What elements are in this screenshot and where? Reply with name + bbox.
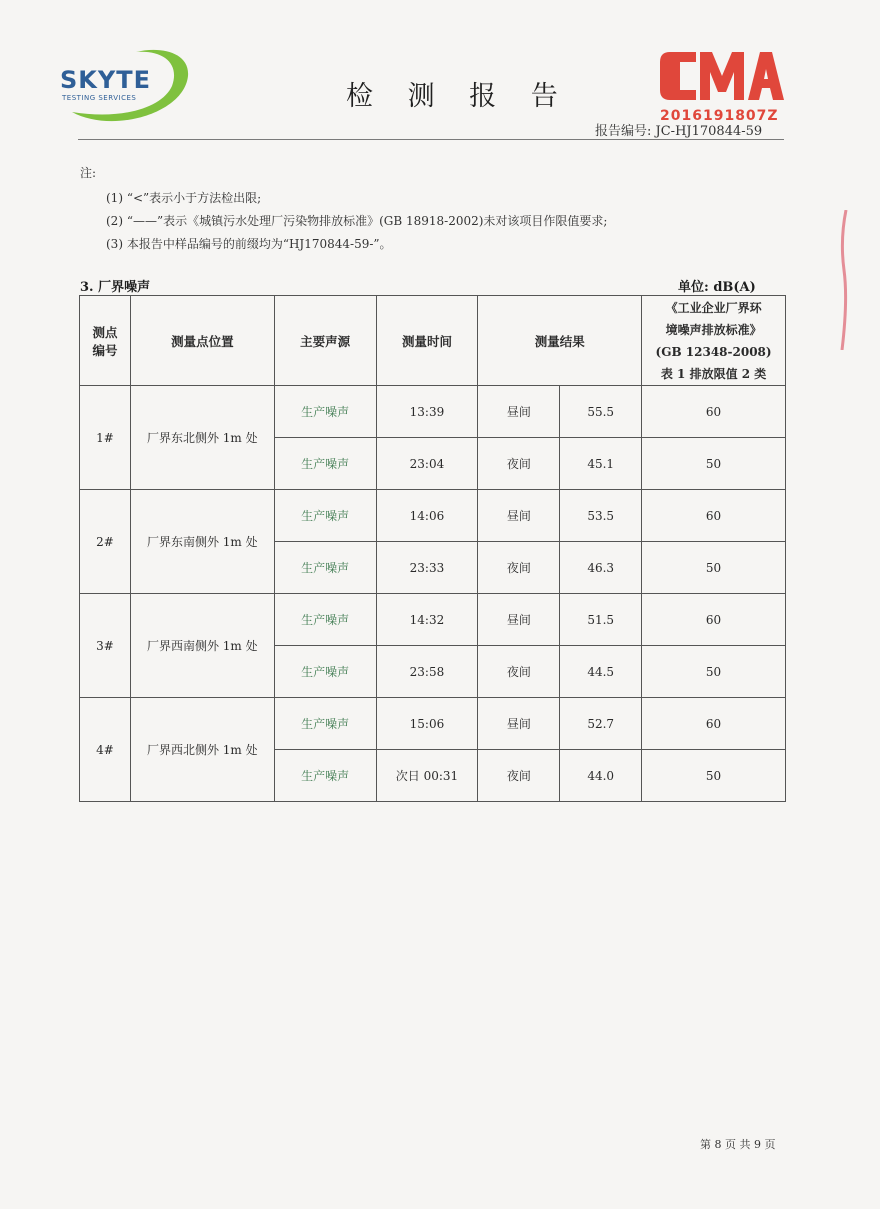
value-cell: 53.5 [560,490,642,542]
header-standard-line2: 境噪声排放标准》 [665,322,762,337]
notes-block [80,164,607,256]
time-cell: 14:32 [376,594,478,646]
cma-number: 2016191807Z [660,108,779,124]
header-standard-line1: 《工业企业厂界环 [665,300,762,315]
period-cell: 夜间 [478,438,560,490]
note-item: (3) 本报告中样品编号的前缀均为“HJ170844-59-”。 [106,237,392,251]
location-cell: 厂界东北侧外 1m 处 [130,386,274,490]
seal-edge-icon [838,210,850,350]
limit-cell: 60 [642,698,786,750]
source-cell: 生产噪声 [274,698,376,750]
point-cell: 3# [80,594,131,698]
report-number: 报告编号: JC-HJ170844-59 [595,124,763,139]
table-row [80,698,786,750]
time-cell: 次日 00:31 [376,750,478,802]
value-cell: 45.1 [560,438,642,490]
table-header-row [80,296,786,386]
location-cell: 厂界西北侧外 1m 处 [130,698,274,802]
header-divider [78,139,784,140]
value-cell: 44.0 [560,750,642,802]
header-source: 主要声源 [274,296,376,386]
limit-cell: 60 [642,594,786,646]
time-cell: 13:39 [376,386,478,438]
value-cell: 55.5 [560,386,642,438]
table-row [80,594,786,646]
header-point-no-line2: 编号 [92,342,118,358]
limit-cell: 60 [642,386,786,438]
page-number: 第 8 页 共 9 页 [700,1138,776,1151]
value-cell: 51.5 [560,594,642,646]
location-cell: 厂界西南侧外 1m 处 [130,594,274,698]
location-cell: 厂界东南侧外 1m 处 [130,490,274,594]
source-cell: 生产噪声 [274,490,376,542]
limit-cell: 50 [642,542,786,594]
limit-cell: 60 [642,490,786,542]
source-cell: 生产噪声 [274,646,376,698]
period-cell: 昼间 [478,386,560,438]
source-cell: 生产噪声 [274,750,376,802]
note-item: (2) “——”表示《城镇污水处理厂污染物排放标准》(GB 18918-2002)未对该项目作限值要求; [106,214,608,228]
company-logo [52,42,192,128]
header-location: 测量点位置 [130,296,274,386]
limit-cell: 50 [642,438,786,490]
point-cell: 1# [80,386,131,490]
source-cell: 生产噪声 [274,542,376,594]
cma-seal-icon [656,42,788,112]
noise-results-table [79,295,786,802]
source-cell: 生产噪声 [274,594,376,646]
point-cell: 4# [80,698,131,802]
header-point-no-line1: 测点 [92,324,118,340]
period-cell: 昼间 [478,698,560,750]
logo-text: SKYTE [60,66,152,94]
time-cell: 14:06 [376,490,478,542]
header-standard-line4: 表 1 排放限值 2 类 [660,366,767,381]
time-cell: 23:04 [376,438,478,490]
limit-cell: 50 [642,646,786,698]
table-row [80,386,786,438]
point-cell: 2# [80,490,131,594]
logo-subtitle: TESTING SERVICES [62,94,137,102]
period-cell: 昼间 [478,594,560,646]
period-cell: 昼间 [478,490,560,542]
limit-cell: 50 [642,750,786,802]
header-time: 测量时间 [376,296,478,386]
time-cell: 23:58 [376,646,478,698]
header-result: 测量结果 [478,296,642,386]
period-cell: 夜间 [478,646,560,698]
header-standard-line3: (GB 12348-2008) [655,344,772,359]
value-cell: 52.7 [560,698,642,750]
notes-heading: 注: [80,166,97,180]
header-standard [642,296,786,386]
header-point-no [80,296,131,386]
document-title: 检 测 报 告 [346,81,571,112]
table-row [80,490,786,542]
source-cell: 生产噪声 [274,386,376,438]
time-cell: 15:06 [376,698,478,750]
source-cell: 生产噪声 [274,438,376,490]
period-cell: 夜间 [478,750,560,802]
value-cell: 44.5 [560,646,642,698]
section-title: 3. 厂界噪声 [80,280,151,295]
value-cell: 46.3 [560,542,642,594]
note-item: (1) “<”表示小于方法检出限; [106,191,262,205]
unit-label: 单位: dB(A) [678,280,756,295]
time-cell: 23:33 [376,542,478,594]
period-cell: 夜间 [478,542,560,594]
